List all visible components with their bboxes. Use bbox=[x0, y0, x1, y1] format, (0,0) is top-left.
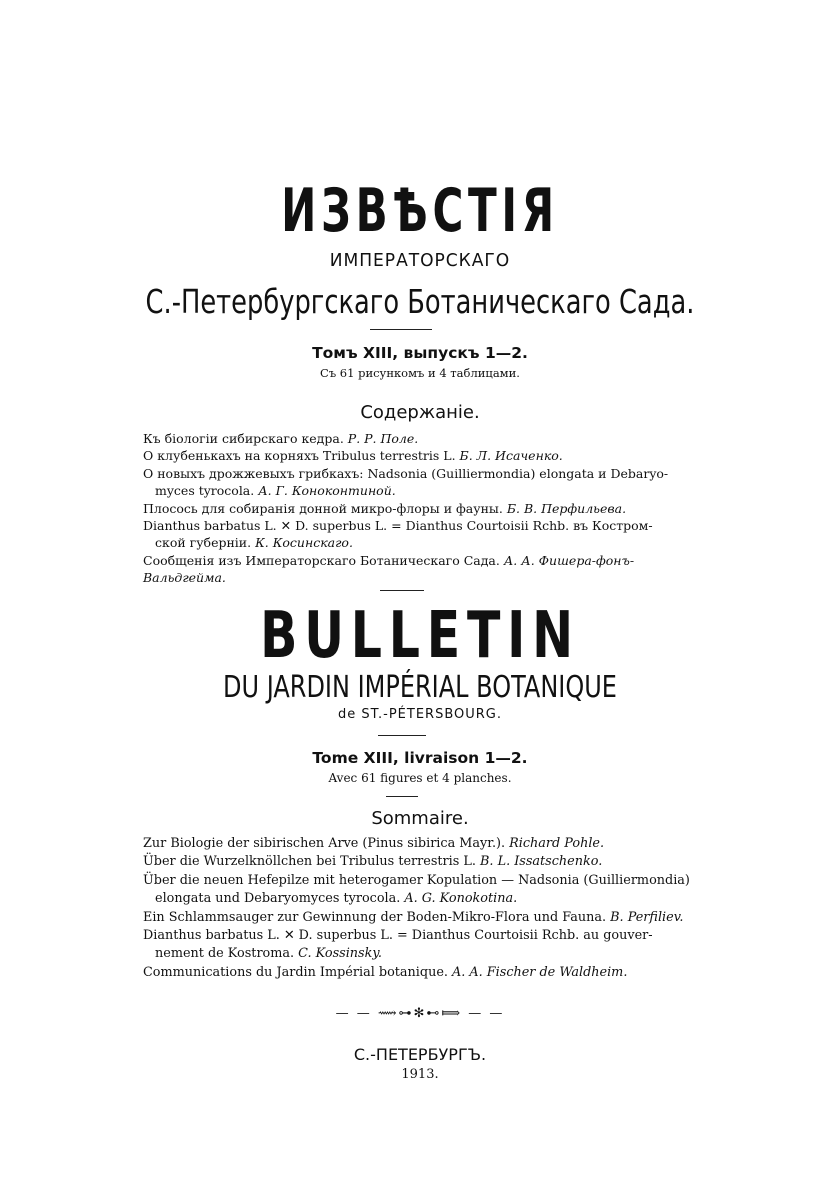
list-item: О клубенькахъ на корняхъ Tribulus terrestris L. Б. Л. Исаченко. bbox=[143, 448, 563, 464]
divider-rule bbox=[370, 329, 432, 330]
french-subtitle-garden: DU JARDIN IMPÉRIAL BOTANIQUE bbox=[223, 670, 617, 705]
list-item: Über die neuen Hefepilze mit heterogamer Kopulation — Nadsonia (Guilliermondia) bbox=[143, 872, 690, 888]
list-item: Сообщенія изъ Императорскаго Ботаническаго Сада. А. А. Фишера-фонъ-Вальдгейма. bbox=[143, 552, 635, 586]
list-item: Über die Wurzelknöllchen bei Tribulus terrestris L. B. L. Issatschenko. bbox=[143, 854, 603, 870]
french-subtitle-city: de ST.-PÉTERSBOURG. bbox=[337, 707, 503, 722]
russian-contents-list bbox=[143, 430, 683, 587]
list-item: Zur Biologie der sibirischen Arve (Pinus sibirica Mayr.). Richard Pohle. bbox=[143, 836, 605, 851]
list-item: myces tyrocola. А. Г. Коноконтиной. bbox=[155, 483, 396, 499]
french-contents-heading: Sommaire. bbox=[371, 808, 469, 829]
list-item: О новыхъ дрожжевыхъ грибкахъ: Nadsonia (Guilliermondia) elongata и Debaryo- bbox=[143, 465, 669, 481]
list-item: Ein Schlammsauger zur Gewinnung der Boden-Mikro-Flora und Fauna. B. Perfiliev. bbox=[143, 909, 684, 925]
divider-rule bbox=[378, 735, 426, 736]
list-item: Communications du Jardin Impérial botanique. A. A. Fischer de Waldheim. bbox=[143, 964, 628, 980]
russian-contents-heading: Содержаніе. bbox=[360, 402, 480, 423]
divider-rule bbox=[386, 796, 418, 797]
imprint-year: 1913. bbox=[401, 1067, 439, 1082]
list-item: Dianthus barbatus L. ✕ D. superbus L. = Dianthus Courtoisii Rchb. au gouver- bbox=[143, 928, 653, 944]
french-volume: Tome XIII, livraison 1—2. bbox=[312, 749, 528, 767]
french-title: BULLETIN bbox=[260, 599, 580, 673]
imprint-city: С.-ПЕТЕРБУРГЪ. bbox=[353, 1045, 487, 1064]
list-item: ской губерніи. К. Косинскаго. bbox=[155, 535, 353, 551]
french-contents-list bbox=[143, 835, 693, 982]
russian-title: ИЗВѢСТІЯ bbox=[281, 176, 559, 246]
french-figures-note: Avec 61 figures et 4 planches. bbox=[328, 771, 512, 785]
list-item: Плосось для собиранія донной микро-флоры и фауны. Б. В. Перфильева. bbox=[143, 500, 627, 516]
list-item: Къ біологіи сибирскаго кедра. Р. Р. Поле. bbox=[143, 431, 419, 446]
russian-volume: Томъ XIII, выпускъ 1—2. bbox=[312, 344, 528, 362]
russian-subtitle-garden: С.-Петербургскаго Ботаническаго Сада. bbox=[145, 282, 695, 321]
russian-figures-note: Съ 61 рисункомъ и 4 таблицами. bbox=[320, 366, 520, 380]
divider-rule bbox=[380, 590, 424, 591]
ornamental-divider: — — ⟿⊶✻⊷⟾ — — bbox=[335, 1006, 505, 1021]
list-item: Dianthus barbatus L. ✕ D. superbus L. = Dianthus Courtoisii Rchb. въ Костром- bbox=[143, 518, 653, 534]
list-item: nement de Kostroma. C. Kossinsky. bbox=[155, 946, 382, 962]
list-item: elongata und Debaryomyces tyrocola. A. G. Konokotina. bbox=[155, 891, 518, 907]
russian-subtitle-imperial: ИМПЕРАТОРСКАГО bbox=[329, 250, 511, 271]
